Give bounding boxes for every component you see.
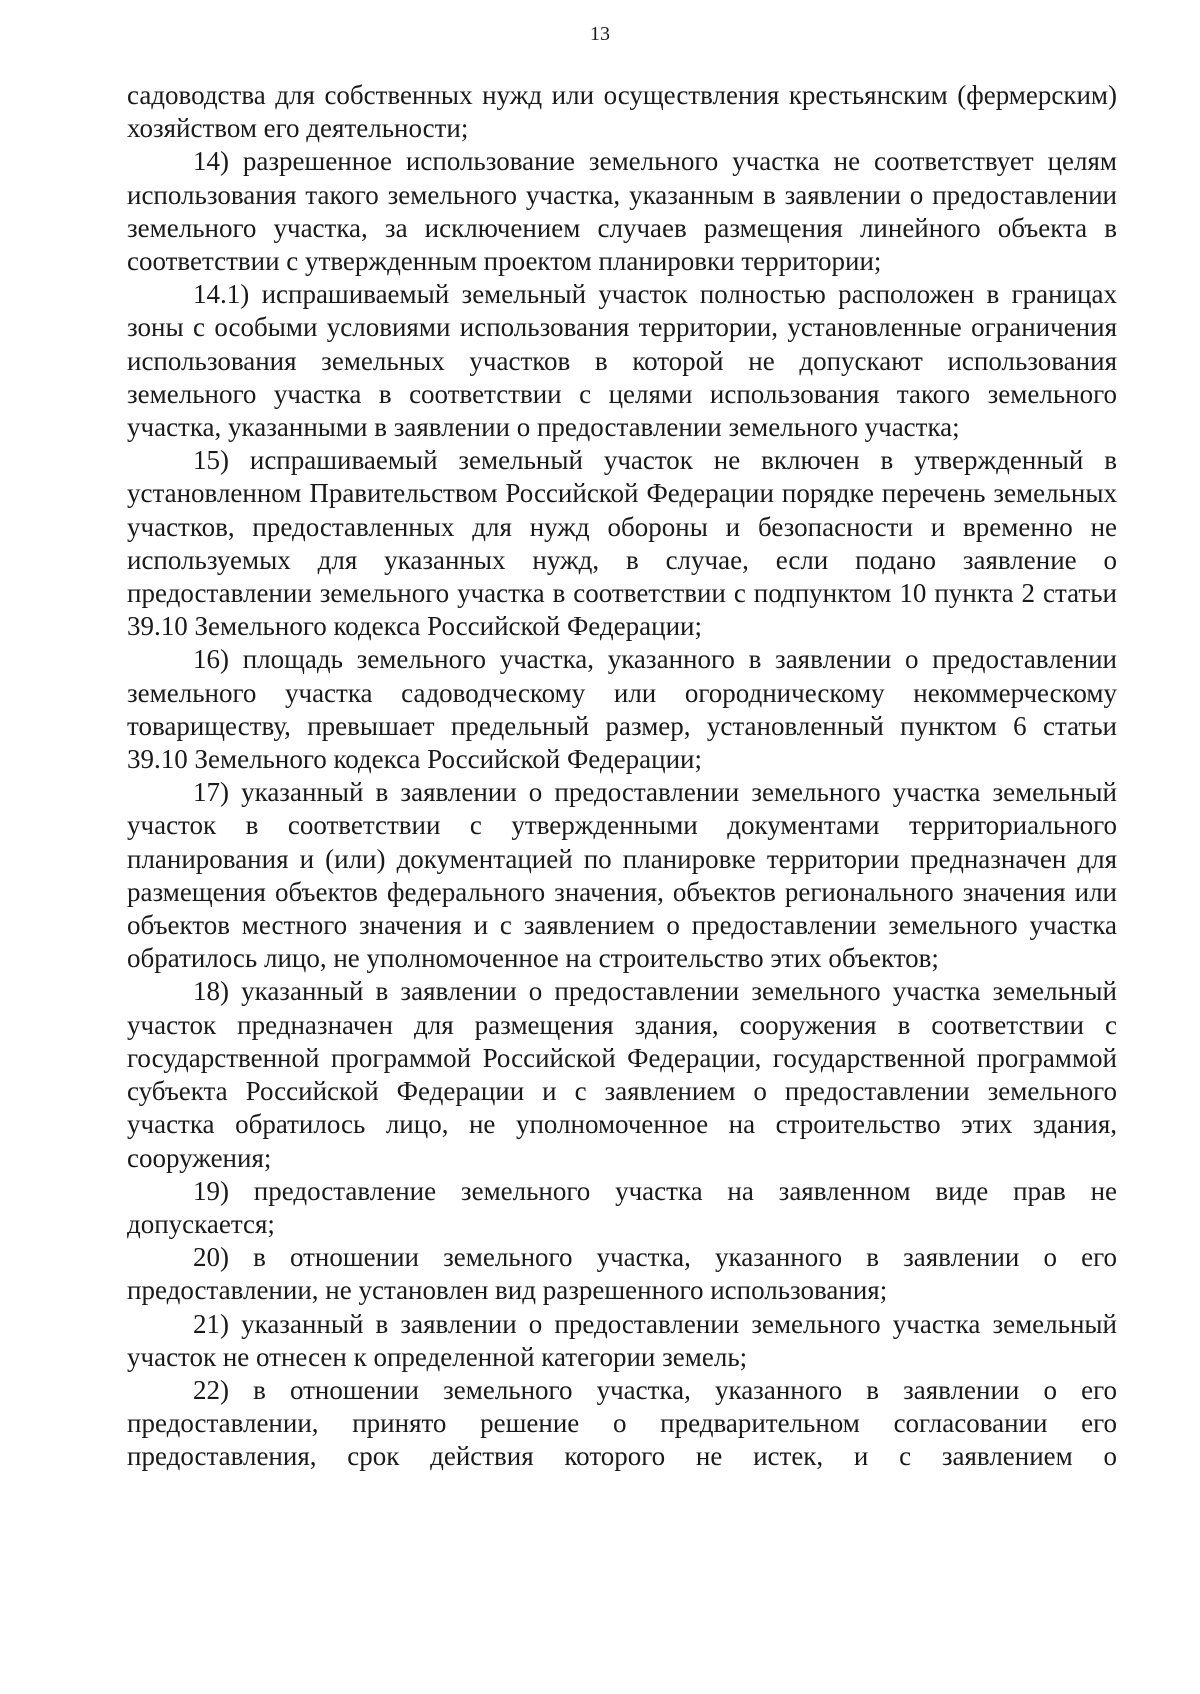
paragraph-item-16: 16) площадь земельного участка, указанного в заявлении о предоставлении земельного участка садоводческому или огородническому некоммерческому товариществу, превышает предельный размер, установленный пунктом 6 статьи 39.10 Земельного кодекса Российской Федерации; bbox=[127, 644, 1117, 775]
paragraph-item-14-1: 14.1) испрашиваемый земельный участок полностью расположен в границах зоны с особыми условиями использования территории, установленные ограничения использования земельных участков в которой не допускают использования земельного участка в соответствии с целями использования такого земельного участка, указанными в заявлении о предоставлении земельного участка; bbox=[127, 279, 1117, 443]
document-body bbox=[127, 79, 1117, 1474]
paragraph-item-19: 19) предоставление земельного участка на заявленном виде прав не допускается; bbox=[127, 1175, 1117, 1239]
paragraph-item-20: 20) в отношении земельного участка, указанного в заявлении о его предоставлении, не установлен вид разрешенного использования; bbox=[127, 1242, 1117, 1306]
paragraph-item-22: 22) в отношении земельного участка, указанного в заявлении о его предоставлении, принято решение о предварительном согласовании его предоставления, срок действия которого не истек, и с заявлением о bbox=[127, 1374, 1117, 1472]
paragraph-item-17: 17) указанный в заявлении о предоставлении земельного участка земельный участок в соответствии с утвержденными документами территориального планирования и (или) документацией по планировке территории предназначен для размещения объектов федерального значения, объектов регионального значения или объектов местного значения и с заявлением о предоставлении земельного участка обратилось лицо, не уполномоченное на строительство этих объектов; bbox=[127, 777, 1117, 974]
page-number: 13 bbox=[590, 23, 610, 45]
paragraph-item-15: 15) испрашиваемый земельный участок не включен в утвержденный в установленном Правительством Российской Федерации порядке перечень земельных участков, предоставленных для нужд обороны и безопасности и временно не используемых для указанных нужд, в случае, если подано заявление о предоставлении земельного участка в соответствии с подпунктом 10 пункта 2 статьи 39.10 Земельного кодекса Российской Федерации; bbox=[127, 445, 1117, 642]
paragraph-item-21: 21) указанный в заявлении о предоставлении земельного участка земельный участок не отнесен к определенной категории земель; bbox=[127, 1308, 1117, 1372]
paragraph-continuation: садоводства для собственных нужд или осуществления крестьянским (фермерским) хозяйством его деятельности; bbox=[127, 80, 1117, 144]
paragraph-item-18: 18) указанный в заявлении о предоставлении земельного участка земельный участок предназначен для размещения здания, сооружения в соответствии с государственной программой Российской Федерации, государственной программой субъекта Российской Федерации и с заявлением о предоставлении земельного участка обратилось лицо, не уполномоченное на строительство этих здания, сооружения; bbox=[127, 976, 1117, 1173]
paragraph-item-14: 14) разрешенное использование земельного участка не соответствует целям использования такого земельного участка, указанным в заявлении о предоставлении земельного участка, за исключением случаев размещения линейного объекта в соответствии с утвержденным проектом планировки территории; bbox=[127, 146, 1117, 277]
